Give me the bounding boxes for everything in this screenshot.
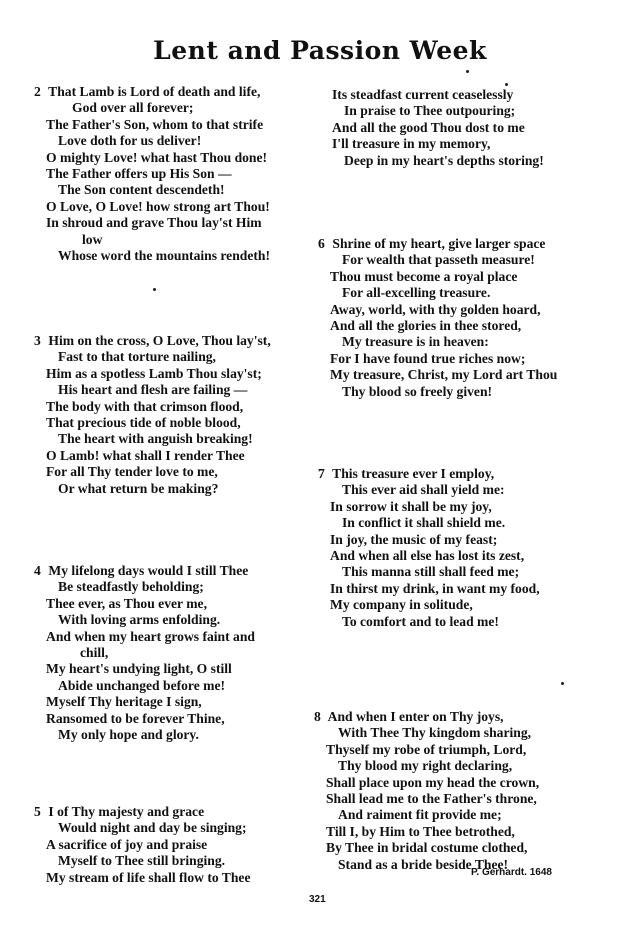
verse-line: I'll treasure in my memory, — [332, 136, 491, 152]
verse-line: In praise to Thee outpouring; — [344, 103, 516, 119]
verse-line: In conflict it shall shield me. — [342, 515, 506, 531]
page-title: Lent and Passion Week — [153, 36, 487, 65]
stanza-number: 7 — [318, 466, 325, 481]
verse-line: Fast to that torture nailing, — [58, 349, 216, 365]
verse-line: Whose word the mountains rendeth! — [58, 248, 270, 264]
verse-line: Love doth for us deliver! — [58, 133, 202, 149]
verse-line: Stand as a bride beside Thee! — [338, 856, 509, 872]
verse-line: Would night and day be singing; — [58, 820, 247, 836]
verse-line: In thirst my drink, in want my food, — [330, 580, 540, 596]
verse-line: Myself Thy heritage I sign, — [46, 694, 202, 710]
verse-line: In joy, the music of my feast; — [330, 531, 498, 547]
verse-line: My only hope and glory. — [58, 727, 199, 743]
verse-line: This ever aid shall yield me: — [342, 482, 505, 498]
stanza-7 — [318, 466, 540, 630]
verse-line: My lifelong days would I still Thee — [48, 563, 249, 578]
verse-line: O Lamb! what shall I render Thee — [46, 447, 245, 463]
ink-speck — [466, 70, 469, 73]
verse-line: The heart with anguish breaking! — [58, 431, 253, 447]
verse-line: For wealth that passeth measure! — [342, 252, 535, 268]
verse-line: The Father offers up His Son — — [46, 166, 232, 182]
verse-line: And all the good Thou dost to me — [332, 119, 525, 135]
verse-line: The body with that crimson flood, — [46, 398, 244, 414]
verse-line: Shrine of my heart, give larger space — [332, 236, 546, 251]
verse-line: My stream of life shall flow to Thee — [46, 869, 251, 885]
verse-line: God over all forever; — [72, 100, 194, 116]
verse-line: Or what return be making? — [58, 480, 219, 496]
verse-line: Its steadfast current ceaselessly — [332, 87, 514, 102]
stanza-number: 3 — [34, 333, 41, 348]
verse-line: O mighty Love! what hast Thou done! — [46, 149, 268, 165]
verse-line: And when I enter on Thy joys, — [327, 709, 504, 724]
verse-line: That Lamb is Lord of death and life, — [48, 84, 261, 99]
verse-line: For all Thy tender love to me, — [46, 464, 218, 480]
verse-line: And when all else has lost its zest, — [330, 548, 525, 564]
verse-line: chill, — [80, 645, 109, 661]
verse-line: Him as a spotless Lamb Thou slay'st; — [46, 365, 262, 381]
verse-line: Abide unchanged before me! — [58, 677, 226, 693]
verse-line: I of Thy majesty and grace — [48, 804, 205, 819]
verse-line: Shall lead me to the Father's throne, — [326, 791, 537, 807]
verse-line: The Son content descendeth! — [58, 182, 225, 198]
verse-line: Thy blood so freely given! — [342, 383, 493, 399]
verse-line: My treasure is in heaven: — [342, 334, 489, 350]
stanza-6 — [318, 236, 557, 400]
stanza-2 — [34, 84, 270, 264]
ink-speck — [561, 682, 564, 685]
stanza-3 — [34, 333, 271, 497]
verse-line: In shroud and grave Thou lay'st Him — [46, 215, 262, 231]
verse-line: low — [82, 231, 103, 247]
stanza-number: 2 — [34, 84, 41, 99]
verse-line: By Thee in bridal costume clothed, — [326, 840, 528, 856]
verse-line: Thou must become a royal place — [330, 268, 518, 284]
verse-line: A sacrifice of joy and praise — [46, 836, 208, 852]
verse-line: To comfort and to lead me! — [342, 613, 499, 629]
verse-line: My company in solitude, — [330, 597, 473, 613]
verse-line: And when my heart grows faint and — [46, 628, 255, 644]
stanza-number: 4 — [34, 563, 41, 578]
verse-line: My treasure, Christ, my Lord art Thou — [330, 367, 558, 383]
stanza-5-continued — [332, 87, 544, 169]
stanza-8 — [314, 709, 539, 873]
verse-line: O Love, O Love! how strong art Thou! — [46, 198, 270, 214]
stanza-number: 6 — [318, 236, 325, 251]
verse-line: Shall place upon my head the crown, — [326, 774, 540, 790]
verse-line: Myself to Thee still bringing. — [58, 853, 226, 869]
verse-line: In sorrow it shall be my joy, — [330, 498, 492, 514]
stanza-5 — [34, 804, 251, 886]
verse-line: And raiment fit provide me; — [338, 807, 502, 823]
verse-line: For all-excelling treasure. — [342, 285, 491, 301]
verse-line: That precious tide of noble blood, — [46, 415, 241, 431]
verse-line: For I have found true riches now; — [330, 350, 526, 366]
ink-speck — [505, 83, 508, 86]
verse-line: With Thee Thy kingdom sharing, — [338, 725, 532, 741]
verse-line: This manna still shall feed me; — [342, 564, 520, 580]
verse-line: Ransomed to be forever Thine, — [46, 710, 225, 726]
stanza-number: 5 — [34, 804, 41, 819]
verse-line: Him on the cross, O Love, Thou lay'st, — [48, 333, 271, 348]
verse-line: Be steadfastly beholding; — [58, 579, 204, 595]
verse-line: Away, world, with thy golden hoard, — [330, 301, 541, 317]
verse-line: And all the glories in thee stored, — [330, 318, 522, 334]
verse-line: Thy blood my right declaring, — [338, 758, 513, 774]
verse-line: Till I, by Him to Thee betrothed, — [326, 823, 515, 839]
verse-line: My heart's undying light, O still — [46, 661, 232, 677]
author-credit: P. Gerhardt. 1648 — [471, 867, 552, 878]
verse-line: This treasure ever I employ, — [332, 466, 495, 481]
stanza-4 — [34, 563, 255, 743]
verse-line: With loving arms enfolding. — [58, 612, 221, 628]
stanza-number: 8 — [314, 709, 321, 724]
ink-speck — [153, 288, 156, 291]
verse-line: Deep in my heart's depths storing! — [344, 152, 544, 168]
page-number: 321 — [309, 894, 326, 905]
verse-line: Thyself my robe of triumph, Lord, — [326, 741, 527, 757]
verse-line: His heart and flesh are failing — — [58, 382, 248, 398]
verse-line: Thee ever, as Thou ever me, — [46, 595, 207, 611]
verse-line: The Father's Son, whom to that strife — [46, 116, 264, 132]
